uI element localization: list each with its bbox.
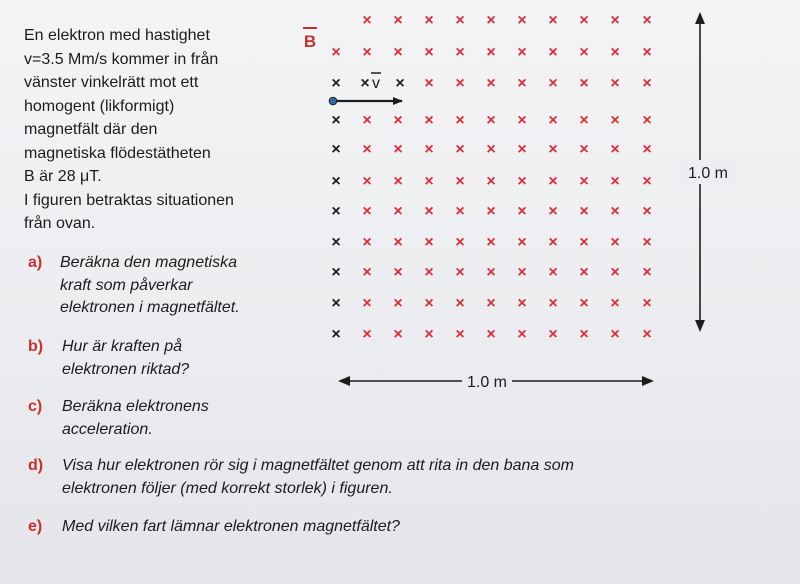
question-line: Beräkna den magnetiska — [60, 254, 237, 271]
field-cross: × — [517, 203, 527, 220]
field-cross: × — [362, 295, 372, 312]
field-cross: × — [486, 203, 496, 220]
field-cross: × — [517, 326, 527, 343]
field-cross: × — [424, 234, 434, 251]
field-cross: × — [517, 12, 527, 29]
field-cross: × — [331, 264, 341, 281]
field-cross: × — [610, 12, 620, 29]
field-cross: × — [517, 295, 527, 312]
field-cross: × — [424, 173, 434, 190]
field-cross: × — [393, 264, 403, 281]
question-label: c) — [28, 398, 43, 415]
field-cross: × — [362, 141, 372, 158]
field-cross: × — [642, 264, 652, 281]
field-cross: × — [610, 203, 620, 220]
field-cross: × — [610, 264, 620, 281]
intro-line: v=3.5 Mm/s kommer in från — [24, 50, 219, 68]
question-label: a) — [28, 254, 43, 271]
field-cross: × — [579, 173, 589, 190]
field-cross: × — [548, 203, 558, 220]
field-cross: × — [579, 44, 589, 61]
field-cross: × — [548, 141, 558, 158]
field-cross: × — [455, 295, 465, 312]
field-cross: × — [579, 12, 589, 29]
field-cross: × — [642, 141, 652, 158]
field-cross: × — [424, 295, 434, 312]
field-cross: × — [331, 295, 341, 312]
width-arrow-right — [642, 376, 654, 386]
field-cross: × — [610, 295, 620, 312]
velocity-symbol: v — [372, 75, 380, 92]
electron-dot — [329, 97, 337, 105]
field-cross: × — [642, 326, 652, 343]
field-cross: × — [579, 75, 589, 92]
field-cross: × — [393, 173, 403, 190]
field-cross: × — [424, 264, 434, 281]
field-cross: × — [517, 173, 527, 190]
field-cross: × — [579, 234, 589, 251]
field-cross: × — [548, 326, 558, 343]
field-cross: × — [517, 264, 527, 281]
field-cross: × — [548, 264, 558, 281]
field-cross: × — [362, 112, 372, 129]
height-dimension-label: 1.0 m — [687, 165, 729, 182]
field-cross: × — [486, 75, 496, 92]
question-line: kraft som påverkar — [60, 276, 193, 294]
field-cross: × — [610, 44, 620, 61]
intro-line: magnetfält där den — [24, 121, 158, 138]
width-arrow-left — [338, 376, 350, 386]
field-cross: × — [424, 112, 434, 129]
field-cross: × — [360, 75, 370, 92]
field-cross: × — [548, 44, 558, 61]
question-line: Hur är kraften på — [62, 338, 183, 355]
field-cross: × — [517, 44, 527, 61]
field-cross: × — [331, 44, 341, 61]
field-cross: × — [610, 234, 620, 251]
field-cross: × — [548, 173, 558, 190]
field-cross: × — [579, 203, 589, 220]
question-line: elektronen följer (med korrekt storlek) i figuren. — [62, 479, 393, 497]
question-line: elektronen riktad? — [62, 360, 190, 378]
field-cross: × — [486, 173, 496, 190]
field-cross: × — [579, 141, 589, 158]
field-cross: × — [331, 173, 341, 190]
question-line: Visa hur elektronen rör sig i magnetfältet genom att rita in den bana som — [62, 457, 574, 474]
intro-line: En elektron med hastighet — [24, 27, 210, 44]
field-cross: × — [610, 75, 620, 92]
height-arrow-bottom — [695, 320, 705, 332]
field-cross: × — [455, 173, 465, 190]
question-label: d) — [28, 457, 44, 474]
field-cross: × — [517, 75, 527, 92]
field-cross: × — [362, 203, 372, 220]
field-cross: × — [642, 173, 652, 190]
field-cross: × — [548, 234, 558, 251]
field-cross: × — [486, 326, 496, 343]
field-cross: × — [393, 234, 403, 251]
field-cross-grid — [331, 12, 651, 343]
field-cross: × — [331, 112, 341, 129]
field-cross: × — [548, 12, 558, 29]
field-cross: × — [548, 75, 558, 92]
field-cross: × — [642, 12, 652, 29]
question-line: elektronen i magnetfältet. — [60, 299, 240, 316]
field-cross: × — [579, 326, 589, 343]
field-cross: × — [362, 326, 372, 343]
field-cross: × — [486, 264, 496, 281]
field-cross: × — [393, 141, 403, 158]
intro-line: vänster vinkelrätt mot ett — [24, 74, 199, 91]
field-cross: × — [517, 234, 527, 251]
field-cross: × — [610, 326, 620, 343]
question-line: Med vilken fart lämnar elektronen magnetfältet? — [62, 518, 400, 535]
field-cross: × — [486, 295, 496, 312]
field-cross: × — [455, 44, 465, 61]
question-label: e) — [28, 518, 43, 535]
field-cross: × — [455, 264, 465, 281]
field-cross: × — [548, 112, 558, 129]
field-cross: × — [362, 44, 372, 61]
field-cross: × — [362, 264, 372, 281]
intro-line: från ovan. — [24, 215, 96, 232]
field-cross: × — [486, 112, 496, 129]
field-cross: × — [455, 75, 465, 92]
field-cross: × — [424, 203, 434, 220]
field-cross: × — [642, 234, 652, 251]
field-cross: × — [455, 112, 465, 129]
field-cross: × — [642, 295, 652, 312]
field-cross: × — [393, 326, 403, 343]
field-cross: × — [362, 173, 372, 190]
field-cross: × — [455, 141, 465, 158]
field-cross: × — [486, 12, 496, 29]
field-cross: × — [395, 75, 405, 92]
field-cross: × — [393, 295, 403, 312]
field-cross: × — [424, 12, 434, 29]
field-cross: × — [362, 234, 372, 251]
intro-line: I figuren betraktas situationen — [24, 191, 234, 209]
intro-line: magnetiska flödestätheten — [24, 144, 211, 162]
field-cross: × — [393, 203, 403, 220]
field-cross: × — [548, 295, 558, 312]
field-symbol: B — [303, 32, 317, 51]
field-cross: × — [579, 264, 589, 281]
field-cross: × — [486, 44, 496, 61]
question-line: acceleration. — [62, 420, 153, 438]
field-cross: × — [610, 173, 620, 190]
field-cross: × — [486, 234, 496, 251]
field-cross: × — [331, 326, 341, 343]
field-cross: × — [331, 234, 341, 251]
height-arrow-top — [695, 12, 705, 24]
field-cross: × — [642, 44, 652, 61]
field-cross: × — [331, 141, 341, 158]
field-cross: × — [579, 112, 589, 129]
field-cross: × — [579, 295, 589, 312]
field-cross: × — [455, 326, 465, 343]
field-cross: × — [331, 203, 341, 220]
field-cross: × — [517, 112, 527, 129]
field-cross: × — [393, 12, 403, 29]
question-label: b) — [28, 338, 44, 355]
question-line: Beräkna elektronens — [62, 398, 209, 415]
field-cross: × — [393, 112, 403, 129]
field-cross: × — [424, 44, 434, 61]
intro-line: homogent (likformigt) — [24, 97, 175, 115]
field-cross: × — [642, 75, 652, 92]
field-cross: × — [393, 44, 403, 61]
width-dimension-label: 1.0 m — [466, 374, 508, 391]
field-cross: × — [455, 203, 465, 220]
field-cross: × — [517, 141, 527, 158]
field-cross: × — [424, 326, 434, 343]
field-cross: × — [610, 141, 620, 158]
field-cross: × — [362, 12, 372, 29]
field-cross: × — [610, 112, 620, 129]
field-cross: × — [455, 12, 465, 29]
field-cross: × — [642, 112, 652, 129]
intro-line: B är 28 μT. — [24, 168, 102, 185]
field-cross: × — [455, 234, 465, 251]
field-cross: × — [642, 203, 652, 220]
field-cross: × — [424, 75, 434, 92]
field-cross: × — [424, 141, 434, 158]
field-cross: × — [331, 75, 341, 92]
field-cross: × — [486, 141, 496, 158]
